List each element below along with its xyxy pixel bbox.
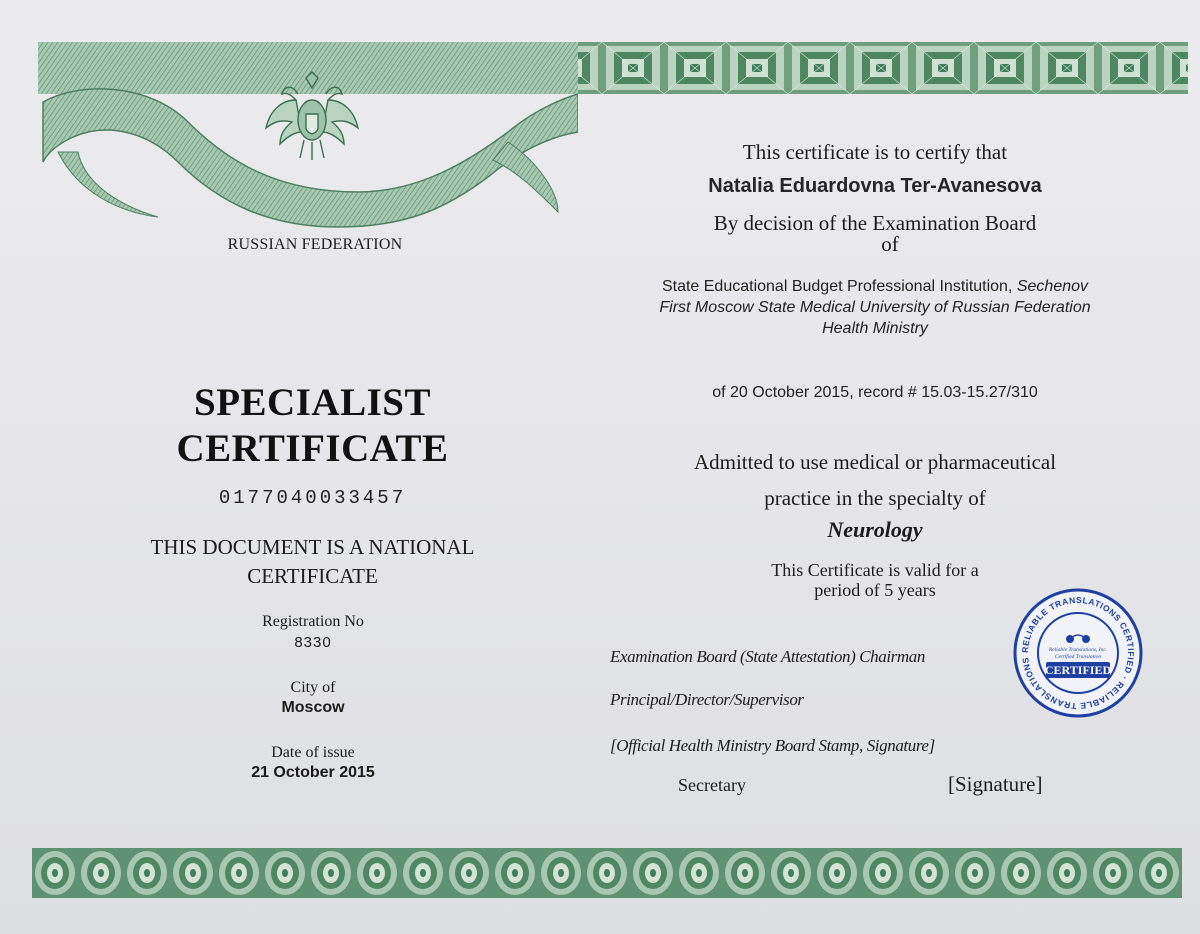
secretary-label: Secretary xyxy=(678,775,746,795)
registration-block xyxy=(213,613,413,651)
country-label: RUSSIAN FEDERATION xyxy=(227,236,403,253)
national-notice-line1: THIS DOCUMENT IS A NATIONAL xyxy=(150,535,475,559)
national-certificate-notice xyxy=(90,533,535,591)
certificate-title-line1: SPECIALIST xyxy=(194,381,431,424)
city-block xyxy=(213,679,413,717)
national-notice-line2: CERTIFICATE xyxy=(247,564,378,588)
institution-line2: First Moscow State Medical University of Russian Federation xyxy=(659,299,1091,316)
institution-line1-text: State Educational Budget Professional Institution, xyxy=(661,278,1013,295)
issue-date-label: Date of issue xyxy=(271,744,355,761)
examination-board-line1: By decision of the Examination Board xyxy=(713,211,1037,235)
issue-date-block xyxy=(193,744,433,782)
issue-date-value: 21 October 2015 xyxy=(251,764,375,781)
certificate-title xyxy=(100,380,525,472)
institution-name xyxy=(600,276,1150,339)
translation-certified-stamp xyxy=(1012,587,1144,719)
secretary-signature: [Signature] xyxy=(948,772,1043,796)
validity-line2: period of 5 years xyxy=(814,580,936,600)
institution-line1-italic: Sechenov xyxy=(1016,278,1089,295)
examination-board-line2: of xyxy=(881,232,899,256)
admitted-line2: practice in the specialty of xyxy=(764,486,986,510)
serial-number: 0177040033457 xyxy=(218,487,407,509)
institution-line3: Health Ministry xyxy=(822,320,928,337)
city-label: City of xyxy=(290,679,336,696)
stamp-inner-line2: Certified Translation xyxy=(1054,654,1102,660)
certify-line: This certificate is to certify that xyxy=(742,140,1008,164)
signature-official-stamp: [Official Health Ministry Board Stamp, Signature] xyxy=(610,736,935,755)
admitted-line1: Admitted to use medical or pharmaceutical xyxy=(693,450,1057,474)
admitted-text xyxy=(620,444,1130,516)
registration-label: Registration No xyxy=(262,613,364,630)
top-guilloche-border xyxy=(540,42,1188,94)
certificate-title-line2: CERTIFICATE xyxy=(176,427,449,470)
validity-text xyxy=(700,560,1050,600)
coat-of-arms-eagle-icon xyxy=(262,70,362,165)
signature-chairman: Examination Board (State Attestation) Chairman xyxy=(610,647,925,666)
stamp-ring-text: RELIABLE TRANSLATIONS CERTIFIED · RELIABLE TRANSLATIONS xyxy=(1019,594,1137,712)
bottom-guilloche-border xyxy=(32,848,1182,898)
stamp-banner: CERTIFIED xyxy=(1044,663,1112,677)
holder-name: Natalia Eduardovna Ter-Avanesova xyxy=(708,175,1042,197)
specialty-name: Neurology xyxy=(827,517,923,542)
city-value: Moscow xyxy=(281,699,345,716)
registration-value: 8330 xyxy=(294,634,332,651)
stamp-inner-line1: Reliable Translations, Inc. xyxy=(1048,647,1108,653)
validity-line1: This Certificate is valid for a xyxy=(771,560,979,580)
institution-line1 xyxy=(600,276,1150,297)
signature-principal: Principal/Director/Supervisor xyxy=(610,690,804,709)
examination-board-line xyxy=(640,213,1110,255)
record-line: of 20 October 2015, record # 15.03-15.27/310 xyxy=(712,384,1038,401)
